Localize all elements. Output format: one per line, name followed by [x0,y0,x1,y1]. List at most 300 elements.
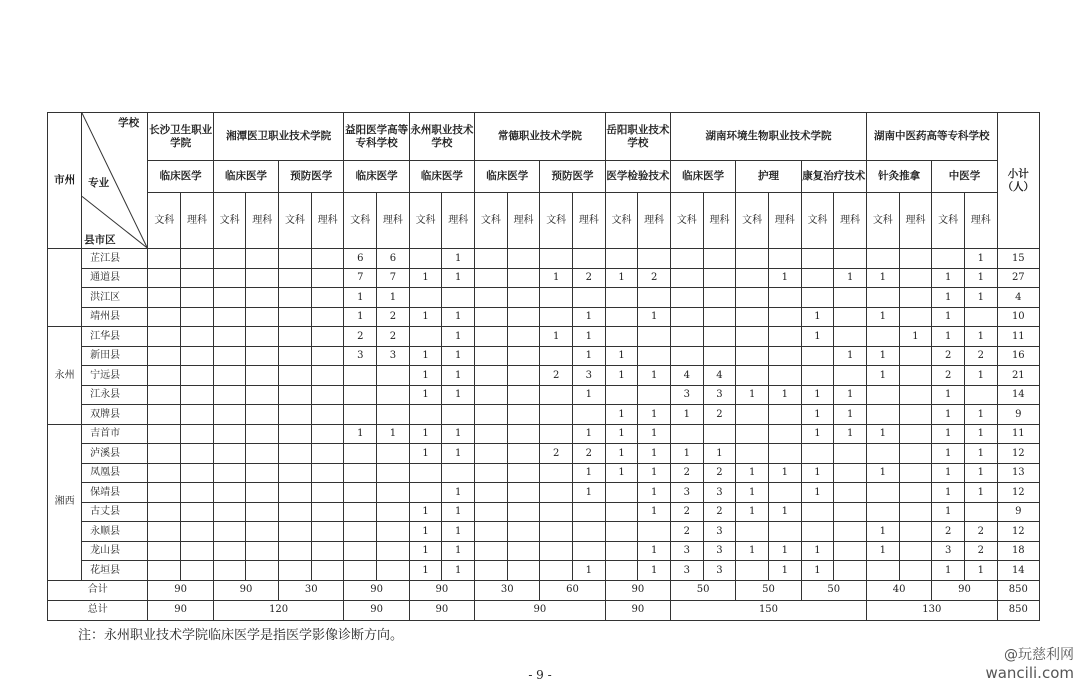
value-cell: 1 [932,444,965,464]
value-cell [344,463,377,483]
county-cell: 龙山县 [82,541,148,561]
value-cell [540,561,573,581]
value-cell: 3 [670,385,703,405]
value-cell [736,405,769,425]
value-cell [768,405,801,425]
value-cell [801,346,834,366]
value-cell: 1 [899,327,932,347]
value-cell: 1 [866,268,899,288]
value-cell [246,483,279,503]
value-cell [181,249,214,269]
value-cell [279,424,312,444]
value-cell [442,288,475,308]
value-cell [703,424,736,444]
wen-header: 文科 [148,193,181,249]
major-header: 预防医学 [540,161,605,193]
value-cell: 2 [670,463,703,483]
value-cell [573,405,606,425]
value-cell: 1 [736,483,769,503]
major-header: 医学检验技术 [605,161,670,193]
value-cell [344,483,377,503]
value-cell: 1 [573,307,606,327]
value-cell [311,327,344,347]
county-cell: 双牌县 [82,405,148,425]
value-cell [540,249,573,269]
value-cell [899,366,932,386]
value-cell: 1 [573,327,606,347]
value-cell [507,307,540,327]
value-cell: 1 [964,366,997,386]
value-cell [213,502,246,522]
county-cell: 洪江区 [82,288,148,308]
school-header: 益阳医学高等专科学校 [344,113,409,161]
footnote: 注：永州职业技术学院临床医学是指医学影像诊断方向。 [78,628,404,643]
table-row [48,307,1040,327]
value-cell [703,268,736,288]
value-cell [181,502,214,522]
value-cell: 6 [344,249,377,269]
value-cell: 1 [932,307,965,327]
major-header: 护理 [736,161,801,193]
value-cell [964,385,997,405]
value-cell [246,288,279,308]
value-cell: 1 [932,405,965,425]
value-cell [507,463,540,483]
value-cell [736,561,769,581]
li-header: 理科 [638,193,671,249]
value-cell [442,405,475,425]
sum-value: 30 [475,580,540,600]
li-header: 理科 [181,193,214,249]
value-cell [899,346,932,366]
value-cell [736,444,769,464]
value-cell [834,288,867,308]
value-cell: 2 [377,327,410,347]
value-cell [148,288,181,308]
value-cell [507,522,540,542]
total-value: 90 [409,600,474,620]
value-cell [475,405,508,425]
value-cell [213,483,246,503]
value-cell [540,346,573,366]
county-cell: 芷江县 [82,249,148,269]
value-cell [409,405,442,425]
value-cell [736,288,769,308]
value-cell: 4 [703,366,736,386]
value-cell [866,561,899,581]
value-cell [834,483,867,503]
value-cell [605,249,638,269]
value-cell [866,288,899,308]
value-cell [213,561,246,581]
table-row [48,561,1040,581]
sum-label: 合计 [48,580,148,600]
value-cell [670,346,703,366]
value-cell: 3 [573,366,606,386]
value-cell [377,541,410,561]
value-cell [213,385,246,405]
school-header: 湘潭医卫职业技术学院 [213,113,344,161]
value-cell [540,522,573,542]
value-cell [148,444,181,464]
value-cell: 3 [377,346,410,366]
value-cell: 1 [377,424,410,444]
value-cell [768,307,801,327]
value-cell [899,249,932,269]
value-cell [670,268,703,288]
value-cell: 1 [932,483,965,503]
value-cell [181,307,214,327]
value-cell [507,502,540,522]
li-header: 理科 [768,193,801,249]
value-cell [475,385,508,405]
value-cell: 1 [638,444,671,464]
value-cell: 3 [670,541,703,561]
value-cell [899,424,932,444]
value-cell: 3 [932,541,965,561]
li-header: 理科 [834,193,867,249]
value-cell: 1 [540,268,573,288]
value-cell: 1 [442,561,475,581]
value-cell: 1 [605,268,638,288]
value-cell: 1 [605,366,638,386]
total-value: 90 [344,600,409,620]
table-row [48,346,1040,366]
value-cell [768,288,801,308]
value-cell: 1 [409,444,442,464]
value-cell: 2 [932,346,965,366]
table-row [48,541,1040,561]
watermark [985,646,1074,684]
value-cell [736,366,769,386]
value-cell: 1 [638,366,671,386]
value-cell [605,561,638,581]
value-cell [148,366,181,386]
value-cell [148,346,181,366]
value-cell [377,385,410,405]
value-cell: 1 [442,444,475,464]
subtotal-header: 小计（人） [997,113,1039,249]
value-cell: 1 [442,424,475,444]
row-total-cell: 9 [997,405,1039,425]
table-row [48,327,1040,347]
value-cell [377,366,410,386]
value-cell [279,366,312,386]
value-cell [475,346,508,366]
value-cell: 1 [932,268,965,288]
value-cell [801,268,834,288]
value-cell [279,385,312,405]
value-cell [279,541,312,561]
county-cell: 江华县 [82,327,148,347]
value-cell [573,502,606,522]
value-cell [638,522,671,542]
value-cell [573,522,606,542]
value-cell [344,385,377,405]
value-cell: 1 [768,268,801,288]
value-cell: 1 [442,327,475,347]
value-cell: 1 [442,268,475,288]
value-cell [213,249,246,269]
value-cell [148,483,181,503]
value-cell: 1 [409,522,442,542]
value-cell: 1 [932,561,965,581]
value-cell [507,249,540,269]
value-cell [181,385,214,405]
value-cell: 1 [605,405,638,425]
value-cell [540,288,573,308]
value-cell: 1 [442,541,475,561]
enrollment-table [47,112,1040,621]
value-cell [540,502,573,522]
value-cell [638,385,671,405]
value-cell: 1 [638,483,671,503]
table-row [48,483,1040,503]
school-header: 永州职业技术学校 [409,113,474,161]
value-cell: 1 [377,288,410,308]
value-cell [899,541,932,561]
value-cell [540,385,573,405]
row-total-cell: 16 [997,346,1039,366]
value-cell [246,327,279,347]
table-row [48,463,1040,483]
value-cell: 2 [573,268,606,288]
value-cell [246,541,279,561]
sum-value: 50 [670,580,735,600]
value-cell: 1 [605,444,638,464]
li-header: 理科 [246,193,279,249]
county-cell: 通道县 [82,268,148,288]
value-cell: 1 [801,541,834,561]
value-cell [148,424,181,444]
value-cell [279,444,312,464]
value-cell [148,502,181,522]
value-cell [834,307,867,327]
value-cell: 1 [932,327,965,347]
value-cell: 1 [638,307,671,327]
row-total-cell: 10 [997,307,1039,327]
value-cell [899,483,932,503]
value-cell: 3 [703,483,736,503]
value-cell: 1 [670,444,703,464]
value-cell: 1 [866,424,899,444]
row-total-cell: 14 [997,385,1039,405]
total-value: 90 [475,600,606,620]
value-cell: 2 [377,307,410,327]
value-cell: 1 [703,444,736,464]
value-cell [246,463,279,483]
table-row [48,424,1040,444]
value-cell: 1 [670,405,703,425]
value-cell: 1 [768,385,801,405]
value-cell [377,444,410,464]
value-cell: 1 [801,405,834,425]
city-cell [48,249,82,327]
value-cell: 1 [573,561,606,581]
value-cell: 1 [866,346,899,366]
total-value: 120 [213,600,344,620]
value-cell [475,366,508,386]
value-cell: 1 [736,502,769,522]
total-value: 90 [605,600,670,620]
wen-header: 文科 [344,193,377,249]
sum-value: 90 [932,580,997,600]
value-cell [344,502,377,522]
value-cell [507,385,540,405]
total-label: 总计 [48,600,148,620]
row-total-cell: 15 [997,249,1039,269]
wen-header: 文科 [670,193,703,249]
value-cell: 1 [768,502,801,522]
page-number: - 9 - [528,668,552,682]
major-header: 中医学 [932,161,997,193]
value-cell [736,307,769,327]
row-total-cell: 11 [997,327,1039,347]
value-cell [475,327,508,347]
sum-value: 90 [344,580,409,600]
row-total-cell: 27 [997,268,1039,288]
value-cell: 3 [703,561,736,581]
value-cell [540,405,573,425]
value-cell: 2 [932,522,965,542]
wen-header: 文科 [605,193,638,249]
school-header: 岳阳职业技术学校 [605,113,670,161]
value-cell [507,444,540,464]
value-cell [736,249,769,269]
value-cell [540,307,573,327]
value-cell [148,327,181,347]
value-cell [866,385,899,405]
county-cell: 花垣县 [82,561,148,581]
major-header: 临床医学 [475,161,540,193]
value-cell [311,502,344,522]
value-cell [279,463,312,483]
value-cell: 1 [932,463,965,483]
value-cell [573,541,606,561]
value-cell [475,444,508,464]
value-cell: 1 [932,385,965,405]
major-header: 临床医学 [670,161,735,193]
value-cell: 1 [409,307,442,327]
value-cell [507,346,540,366]
value-cell [507,561,540,581]
city-cell: 湘西 [48,424,82,580]
value-cell [377,405,410,425]
county-cell: 古丈县 [82,502,148,522]
value-cell [899,444,932,464]
value-cell [768,424,801,444]
value-cell [279,268,312,288]
value-cell [507,288,540,308]
value-cell [213,463,246,483]
value-cell [736,346,769,366]
value-cell [573,288,606,308]
value-cell [605,307,638,327]
corner-major-label: 专业 [88,177,110,189]
value-cell [507,424,540,444]
value-cell: 1 [768,463,801,483]
total-value: 130 [866,600,997,620]
value-cell [148,385,181,405]
value-cell [311,463,344,483]
value-cell [344,541,377,561]
value-cell: 7 [344,268,377,288]
value-cell: 1 [964,327,997,347]
value-cell [377,483,410,503]
value-cell [834,502,867,522]
value-cell [246,424,279,444]
sum-value: 40 [866,580,931,600]
value-cell: 1 [409,366,442,386]
value-cell [768,483,801,503]
value-cell [475,522,508,542]
value-cell [311,424,344,444]
li-header: 理科 [964,193,997,249]
value-cell: 2 [703,405,736,425]
value-cell [442,463,475,483]
value-cell [181,346,214,366]
table-row [48,444,1040,464]
value-cell [834,561,867,581]
value-cell: 1 [442,502,475,522]
value-cell [736,522,769,542]
value-cell [279,561,312,581]
total-row [48,600,1040,620]
wen-header: 文科 [801,193,834,249]
value-cell [507,268,540,288]
value-cell [344,444,377,464]
li-header: 理科 [442,193,475,249]
county-cell: 泸溪县 [82,444,148,464]
value-cell [246,346,279,366]
value-cell [899,463,932,483]
value-cell [279,522,312,542]
value-cell [605,541,638,561]
value-cell [181,424,214,444]
wen-header: 文科 [736,193,769,249]
value-cell [148,522,181,542]
value-cell [213,405,246,425]
table-row [48,288,1040,308]
value-cell [964,307,997,327]
corner-cell [82,113,148,249]
value-cell [866,327,899,347]
value-cell: 3 [703,385,736,405]
li-header: 理科 [899,193,932,249]
value-cell [866,502,899,522]
county-cell: 靖州县 [82,307,148,327]
row-total-cell: 11 [997,424,1039,444]
wen-header: 文科 [866,193,899,249]
value-cell [834,327,867,347]
value-cell [670,307,703,327]
school-header: 湖南中医药高等专科学校 [866,113,997,161]
value-cell: 1 [834,346,867,366]
value-cell [899,502,932,522]
value-cell [834,249,867,269]
value-cell [605,385,638,405]
value-cell [703,346,736,366]
value-cell: 1 [573,483,606,503]
school-header: 长沙卫生职业学院 [148,113,213,161]
wen-header: 文科 [932,193,965,249]
value-cell [573,249,606,269]
value-cell [148,541,181,561]
value-cell [475,307,508,327]
value-cell: 1 [442,385,475,405]
major-header: 临床医学 [344,161,409,193]
value-cell [768,444,801,464]
